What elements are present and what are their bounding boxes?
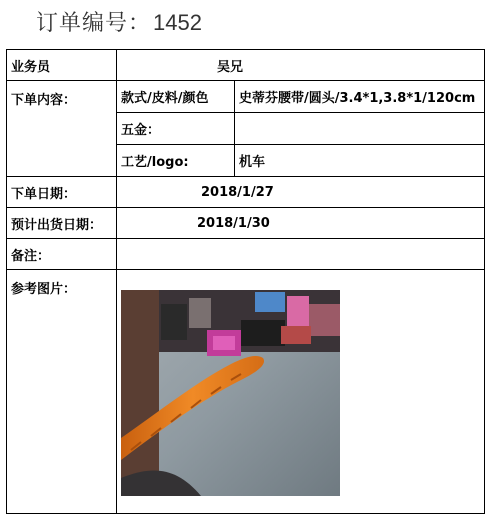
style-value: 史蒂芬腰带/圆头/3.4*1,3.8*1/120cm <box>235 81 485 113</box>
order-date-label: 下单日期： <box>7 177 117 208</box>
remarks-label: 备注： <box>7 239 117 270</box>
photo-left-object <box>121 290 159 496</box>
reference-image-cell <box>117 270 485 514</box>
remarks-row <box>7 239 485 270</box>
hardware-label: 五金： <box>117 113 235 145</box>
order-number: 1452 <box>153 10 202 35</box>
remarks-value <box>117 239 485 270</box>
hardware-value <box>235 113 485 145</box>
order-form-table <box>6 49 485 514</box>
ship-date-value: 2018/1/30 <box>117 208 485 239</box>
salesperson-row <box>7 50 485 81</box>
order-number-label: 订单编号： <box>36 11 152 36</box>
photo-red-case <box>281 326 311 344</box>
order-date-value: 2018/1/27 <box>117 177 485 208</box>
photo-item-1 <box>161 304 187 340</box>
ship-date-row <box>7 208 485 239</box>
photo-black-case <box>241 320 285 346</box>
ship-date-label: 预计出货日期： <box>7 208 117 239</box>
photo-blue-item <box>255 292 285 312</box>
photo-item-2 <box>189 298 211 328</box>
reference-images-row <box>7 270 485 514</box>
reference-images-label: 参考图片： <box>7 270 117 514</box>
photo-pink-item <box>287 296 309 326</box>
style-label: 款式/皮料/颜色 <box>117 81 235 113</box>
craft-label: 工艺/logo: <box>117 145 235 177</box>
order-title <box>36 8 202 39</box>
salesperson-label: 业务员 <box>7 50 117 81</box>
photo-purple-bag-detail <box>213 336 235 350</box>
photo-red-item <box>309 304 340 336</box>
order-content-label: 下单内容： <box>7 81 117 177</box>
order-content-row <box>7 81 485 113</box>
reference-photo <box>121 290 340 496</box>
craft-value: 机车 <box>235 145 485 177</box>
order-date-row <box>7 177 485 208</box>
salesperson-value: 吴兄 <box>117 50 485 81</box>
